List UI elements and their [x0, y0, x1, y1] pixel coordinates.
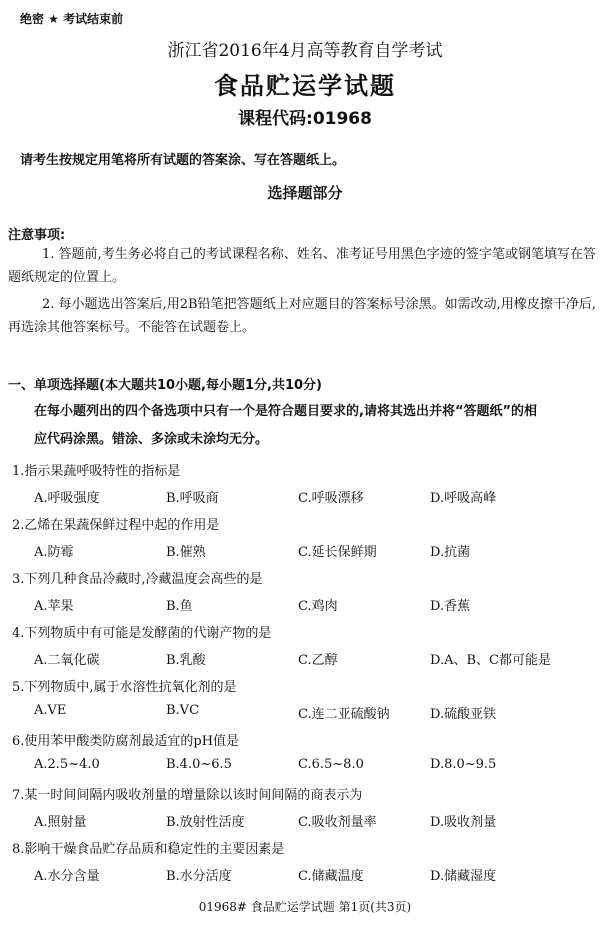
option-c: C.连二亚硫酸钠 — [298, 707, 390, 722]
option-d: D.8.0~9.5 — [430, 757, 497, 772]
section-heading: 一、单项选择题(本大题共10小题,每小题1分,共10分) — [8, 378, 322, 393]
question-options — [34, 811, 604, 830]
question-stem: 3.下列几种食品冷藏时,冷藏温度会高些的是 — [12, 572, 263, 587]
question-stem: 4.下列物质中有可能是发酵菌的代谢产物的是 — [12, 626, 272, 641]
option-c: C.呼吸漂移 — [298, 491, 364, 506]
option-d: D.储藏湿度 — [430, 869, 497, 884]
option-c: C.延长保鲜期 — [298, 545, 377, 560]
option-c: C.吸收剂量率 — [298, 815, 377, 830]
option-b: B.呼吸商 — [166, 491, 219, 506]
option-a: A.防霉 — [34, 545, 74, 560]
question-stem: 1.指示果蔬呼吸特性的指标是 — [12, 464, 181, 479]
note-item-1: 1. 答题前,考生务必将自己的考试课程名称、姓名、准考证号用黑色字迹的签字笔或钢笔填写在答题纸规定的位置上。 — [8, 247, 596, 285]
option-d: D.香蕉 — [430, 599, 471, 614]
option-b: B.催熟 — [166, 545, 206, 560]
question-stem: 2.乙烯在果蔬保鲜过程中起的作用是 — [12, 518, 220, 533]
section-instruction-line-2: 应代码涂黑。错涂、多涂或未涂均无分。 — [34, 432, 269, 447]
option-b: B.放射性活度 — [166, 815, 245, 830]
question-stem: 5.下列物质中,属于水溶性抗氧化剂的是 — [12, 680, 237, 695]
option-c: C.6.5~8.0 — [298, 757, 364, 772]
option-b: B.鱼 — [166, 599, 193, 614]
option-d: D.硫酸亚铁 — [430, 707, 497, 722]
course-code: 课程代码:01968 — [238, 109, 372, 129]
option-a: A.二氧化碳 — [34, 653, 100, 668]
option-a: A.苹果 — [34, 599, 74, 614]
page-title: 食品贮运学试题 — [214, 72, 396, 100]
option-a: A.2.5~4.0 — [34, 757, 100, 772]
answer-instruction: 请考生按规定用笔将所有试题的答案涂、写在答题纸上。 — [20, 153, 346, 168]
option-a: A.呼吸强度 — [34, 491, 100, 506]
option-b: B.水分活度 — [166, 869, 232, 884]
option-c: C.储藏温度 — [298, 869, 364, 884]
page-footer: 01968# 食品贮运学试题 第1页(共3页) — [198, 900, 412, 914]
question-options — [34, 487, 604, 506]
option-b: B.VC — [166, 703, 200, 718]
option-a: A.水分含量 — [34, 869, 100, 884]
question-stem: 8.影响干燥食品贮存品质和稳定性的主要因素是 — [12, 842, 285, 857]
question-stem: 6.使用苯甲酸类防腐剂最适宜的pH值是 — [12, 734, 240, 749]
option-a: A.VE — [34, 703, 67, 718]
question-options — [34, 649, 604, 668]
exam-name: 浙江省2016年4月高等教育自学考试 — [167, 41, 443, 61]
secret-mark: 绝密 ★ 考试结束前 — [20, 12, 124, 26]
option-b: B.4.0~6.5 — [166, 757, 232, 772]
part-heading: 选择题部分 — [267, 184, 343, 202]
question-options — [34, 757, 604, 772]
note-item-2: 2. 每小题选出答案后,用2B铅笔把答题纸上对应题目的答案标号涂黑。如需改动,用橡皮擦干净后,再选涂其他答案标号。不能答在试题卷上。 — [8, 297, 596, 335]
question-options — [34, 541, 604, 560]
section-instruction-line-1: 在每小题列出的四个备选项中只有一个是符合题目要求的,请将其选出并将“答题纸”的相 — [34, 404, 538, 419]
question-options — [34, 865, 604, 884]
option-d: D.吸收剂量 — [430, 815, 497, 830]
question-stem: 7.某一时间间隔内吸收剂量的增量除以该时间间隔的商表示为 — [12, 788, 363, 803]
question-options — [34, 703, 604, 722]
notes-heading: 注意事项: — [8, 228, 66, 243]
question-options — [34, 595, 604, 614]
option-c: C.乙醇 — [298, 653, 338, 668]
option-d: D.A、B、C都可能是 — [430, 653, 551, 668]
option-a: A.照射量 — [34, 815, 87, 830]
option-d: D.抗菌 — [430, 545, 471, 560]
option-c: C.鸡肉 — [298, 599, 338, 614]
option-d: D.呼吸高峰 — [430, 491, 497, 506]
option-b: B.乳酸 — [166, 653, 206, 668]
